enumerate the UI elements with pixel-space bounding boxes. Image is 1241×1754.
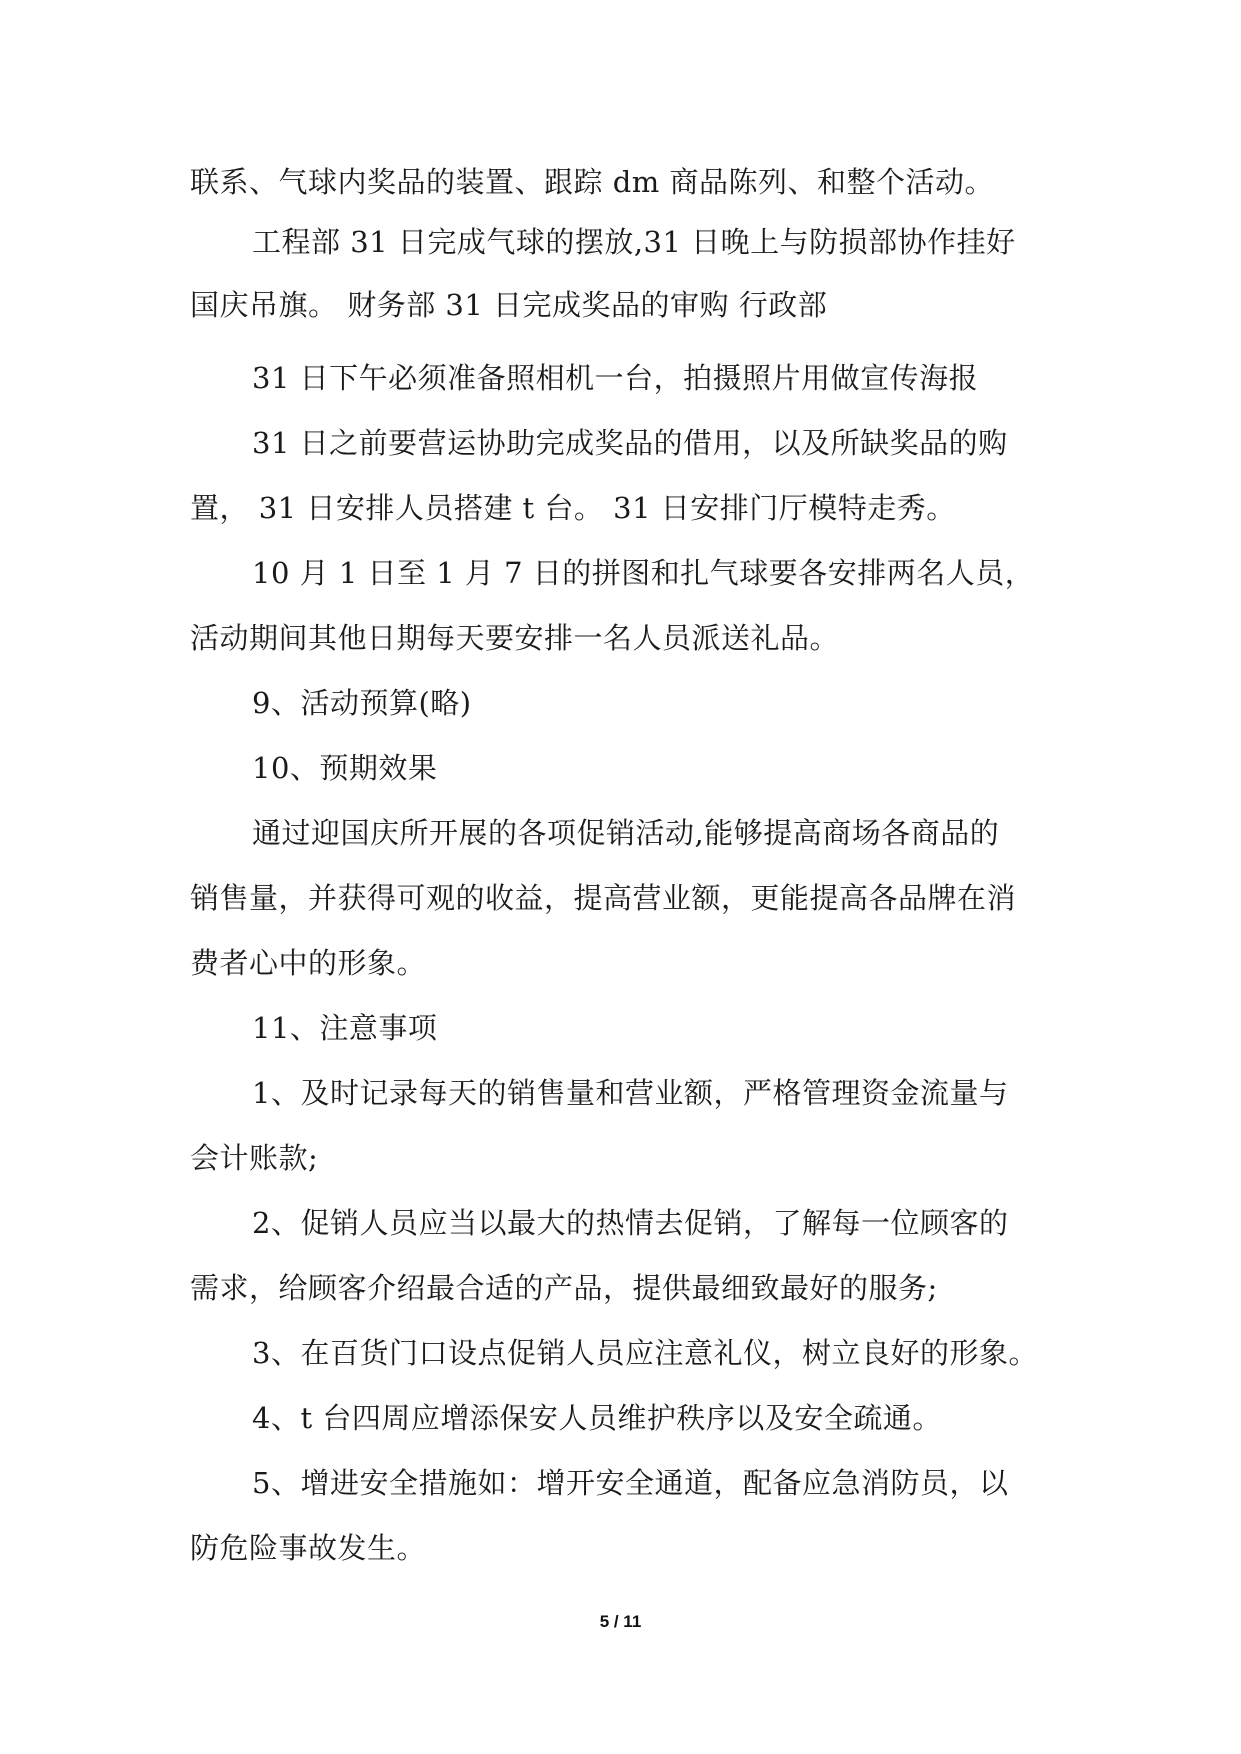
text-line-18: 需求，给顾客介绍最合适的产品，提供最细致最好的服务; bbox=[190, 1271, 938, 1305]
text-line-2: 工程部 31 日完成气球的摆放,31 日晚上与防损部协作挂好 bbox=[252, 225, 1016, 259]
page-number: 5 / 11 bbox=[599, 1612, 642, 1631]
text-line-6: 置， 31 日安排人员搭建 t 台。 31 日安排门厅模特走秀。 bbox=[190, 491, 956, 525]
text-line-20: 4、t 台四周应增添保安人员维护秩序以及安全疏通。 bbox=[252, 1401, 942, 1435]
text-line-22: 防危险事故发生。 bbox=[190, 1531, 427, 1565]
section-heading-expected-effect: 10、预期效果 bbox=[252, 751, 438, 785]
section-heading-budget: 9、活动预算(略) bbox=[252, 686, 472, 720]
text-line-8: 活动期间其他日期每天要安排一名人员派送礼品。 bbox=[190, 621, 840, 655]
section-heading-notes: 11、注意事项 bbox=[252, 1011, 438, 1045]
text-line-11: 通过迎国庆所开展的各项促销活动,能够提高商场各商品的 bbox=[252, 816, 1000, 850]
text-line-19: 3、在百货门口设点促销人员应注意礼仪，树立良好的形象。 bbox=[252, 1336, 1038, 1370]
text-line-3: 国庆吊旗。 财务部 31 日完成奖品的审购 行政部 bbox=[190, 288, 828, 322]
text-line-21: 5、增进安全措施如：增开安全通道，配备应急消防员，以 bbox=[252, 1466, 1009, 1500]
text-line-7: 10 月 1 日至 1 月 7 日的拼图和扎气球要各安排两名人员， bbox=[252, 556, 1035, 590]
text-line-5: 31 日之前要营运协助完成奖品的借用，以及所缺奖品的购 bbox=[252, 426, 1008, 460]
text-line-1: 联系、气球内奖品的装置、跟踪 dm 商品陈列、和整个活动。 bbox=[190, 165, 995, 199]
text-line-17: 2、促销人员应当以最大的热情去促销，了解每一位顾客的 bbox=[252, 1206, 1009, 1240]
text-line-13: 费者心中的形象。 bbox=[190, 946, 427, 980]
text-line-15: 1、及时记录每天的销售量和营业额，严格管理资金流量与 bbox=[252, 1076, 1009, 1110]
text-line-16: 会计账款; bbox=[190, 1141, 319, 1175]
text-line-12: 销售量，并获得可观的收益，提高营业额，更能提高各品牌在消 bbox=[190, 881, 1017, 915]
text-line-4: 31 日下午必须准备照相机一台，拍摄照片用做宣传海报 bbox=[252, 361, 979, 395]
